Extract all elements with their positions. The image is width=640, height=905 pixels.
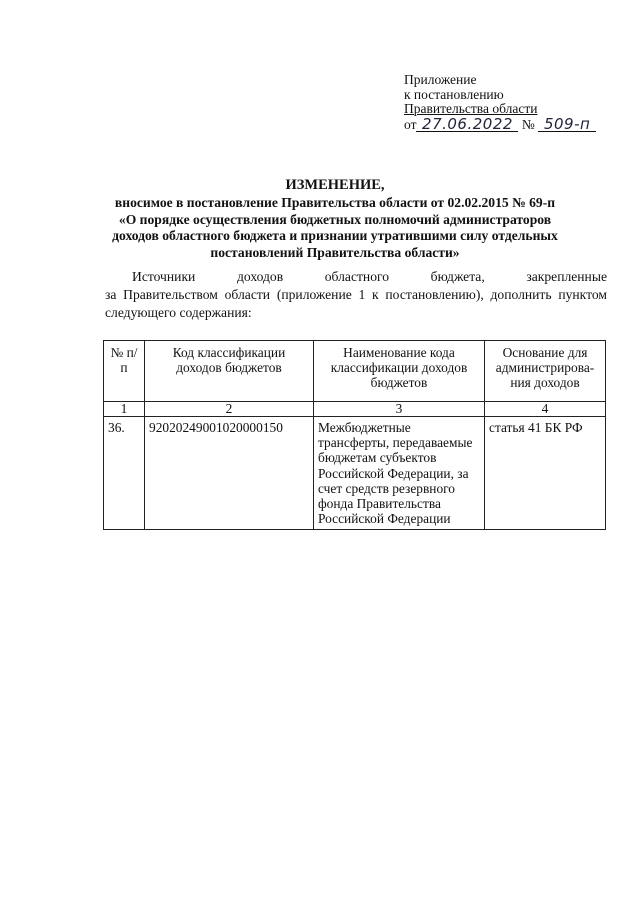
- annex-from-prefix: от: [404, 116, 417, 132]
- row-name: Межбюджетные трансферты, передаваемые бюджетам субъектов Российской Федерации, за счет средств резервного фонда Правительства Российской Федерации: [314, 417, 485, 530]
- table-header-row: [104, 341, 606, 402]
- document-title: [80, 177, 590, 262]
- annex-line-2: к постановлению: [404, 86, 504, 102]
- annex-date-number-row: [404, 114, 596, 133]
- row-code: 92020249001020000150: [145, 417, 314, 530]
- handwritten-date: 27.06.2022: [416, 117, 518, 133]
- title-line-5: постановлений Правительства области»: [210, 245, 460, 261]
- annex-line-1: Приложение: [404, 72, 477, 87]
- paragraph-rest: за Правительством области (приложение 1 к постановлению), дополнить пунктом следующего содержания:: [105, 287, 607, 320]
- paragraph-first-line: Источники доходов областного бюджета, закрепленные: [132, 269, 607, 284]
- handwritten-number: 509-п: [538, 117, 596, 133]
- title-line-2: вносимое в постановление Правительства области от 02.02.2015 № 69-п: [114, 194, 556, 210]
- column-number-4: 4: [485, 402, 606, 417]
- column-number-2: 2: [145, 402, 314, 417]
- header-code: Код классификации доходов бюджетов: [145, 341, 314, 402]
- title-line-3: «О порядке осуществления бюджетных полномочий администраторов: [118, 211, 552, 227]
- column-number-row: [104, 402, 606, 417]
- body-paragraph: [105, 268, 607, 322]
- annex-line-3: Правительства области: [404, 101, 538, 116]
- column-number-3: 3: [314, 402, 485, 417]
- table-row: [104, 417, 606, 530]
- header-name: Наименование кода классификации доходов бюджетов: [314, 341, 485, 402]
- title-line-4: доходов областного бюджета и признании утратившими силу отдельных: [112, 228, 558, 244]
- column-number-1: 1: [104, 402, 145, 417]
- header-basis: Основание для администрирова-ния доходов: [485, 341, 606, 402]
- row-basis: статья 41 БК РФ: [485, 417, 606, 530]
- header-num: № п/п: [104, 341, 145, 402]
- title-main: ИЗМЕНЕНИЕ,: [285, 177, 385, 193]
- number-sign: №: [521, 116, 535, 132]
- annex-header: [404, 73, 596, 132]
- row-num: 36.: [104, 417, 145, 530]
- amendment-table: [103, 340, 606, 530]
